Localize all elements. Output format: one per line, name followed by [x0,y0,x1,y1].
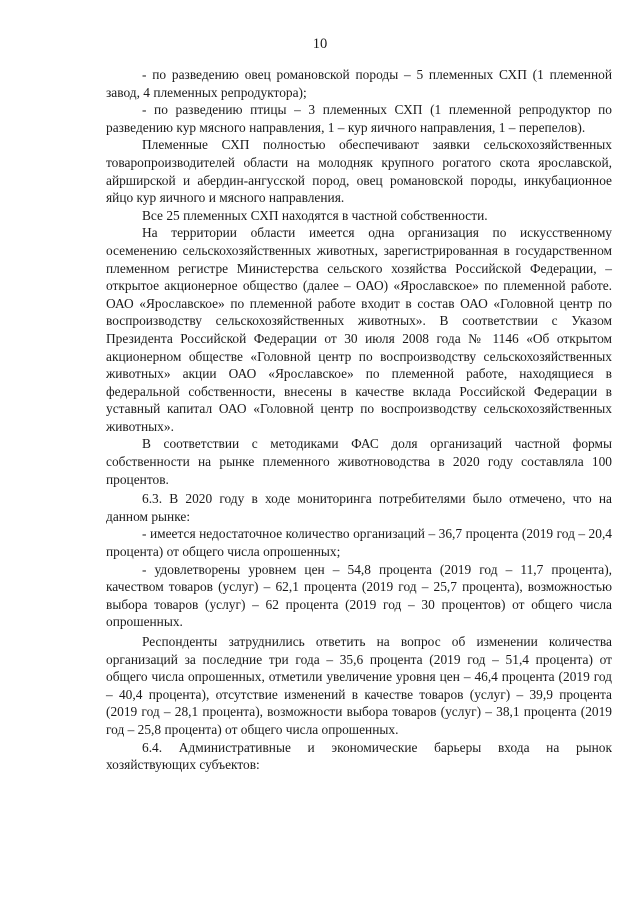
paragraph-insemination-organization: На территории области имеется одна организация по искусственному осеменению сельскохозяйственных животных, зарегистрированная в государственном племенном регистре Министерства сельского хозяйства Российской Федерации, – открытое акционерное общество (далее – ОАО) «Ярославское» по племенной работе. ОАО «Ярославское» по племенной работе входит в состав ОАО «Головной центр по воспроизводству сельскохозяйственных животных». В соответствии с Указом Президента Российской Федерации от 30 июля 2008 года № 1146 «Об открытом акционерном обществе «Головной центр по воспроизводству сельскохозяйственных животных» акции ОАО «Ярославское» по племенной работе, находящиеся в федеральной собственности, внесены в качестве вклада Российской Федерации в уставный капитал ОАО «Головной центр по воспроизводству сельскохозяйственных животных». [106,225,612,434]
paragraph-satisfaction-levels: - удовлетворены уровнем цен – 54,8 процента (2019 год – 11,7 процента), качеством товаров (услуг) – 62,1 процента (2019 год – 25,7 процента), возможностью выбора товаров (услуг) – 62 процента (2019 год – 30 процентов) от общего числа опрошенных. [106,561,612,630]
paragraph-private-ownership: Все 25 племенных СХП находятся в частной собственности. [142,207,488,223]
document-body [106,66,612,774]
paragraph-insufficient-organizations: - имеется недостаточное количество организаций – 36,7 процента (2019 год – 20,4 процента) от общего числа опрошенных; [106,526,612,560]
paragraph-fas-share: В соответствии с методиками ФАС доля организаций частной формы собственности на рынке племенного животноводства в 2020 году составляла 100 процентов. [106,436,612,487]
paragraph-sheep-breeding: - по разведению овец романовской породы – 5 племенных СХП (1 племенной завод, 4 племенных репродуктора); [106,67,612,100]
paragraph-poultry-breeding: - по разведению птицы – 3 племенных СХП (1 племенной репродуктор по разведению кур мясного направления, 1 – кур яичного направления, 1 – перепелов). [106,102,612,135]
paragraph-respondents-changes: Респонденты затруднились ответить на вопрос об изменении количества организаций за последние три года – 35,6 процента (2019 год – 51,4 процента) от общего числа опрошенных, отметили увеличение уровня цен – 46,4 процента (2019 год – 40,4 процента), отсутствие изменений в качестве товаров (услуг) – 39,9 процента (2019 год – 28,1 процента), возможности выбора товаров (услуг) – 38,1 процента (2019 год – 25,8 процента) от общего числа опрошенных. [106,634,612,737]
paragraph-section-6-3: 6.3. В 2020 году в ходе мониторинга потребителями было отмечено, что на данном рынке: [106,491,612,524]
paragraph-section-6-4: 6.4. Административные и экономические барьеры входа на рынок хозяйствующих субъектов: [106,739,612,773]
page-number: 10 [312,36,328,52]
paragraph-breeding-supply: Племенные СХП полностью обеспечивают заявки сельскохозяйственных товаропроизводителей области на молодняк крупного рогатого скота ярославской, айрширской и абердин-ангусской пород, овец романовской породы, инкубационное яйцо кур яичного и мясного направления. [106,137,612,206]
